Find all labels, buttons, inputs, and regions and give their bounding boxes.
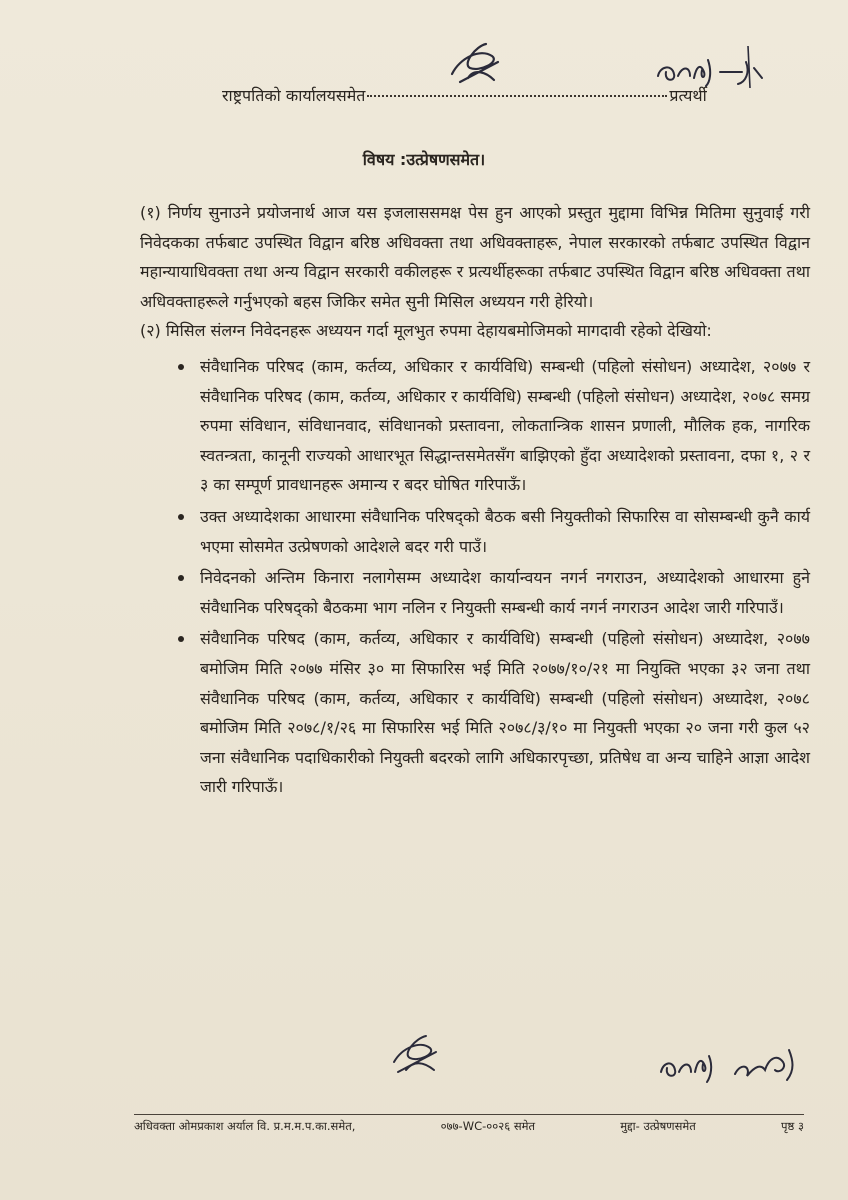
header-line (222, 84, 782, 106)
footer-case-type: मुद्दा- उत्प्रेषणसमेत (620, 1119, 696, 1133)
demand-list (170, 352, 810, 802)
paragraph-number: (२) (140, 321, 161, 341)
paragraph-1 (140, 198, 810, 316)
subject-heading: विषय :उत्प्रेषणसमेत। (362, 150, 486, 169)
signature-bottom-left (384, 1030, 444, 1076)
list-item: संवैधानिक परिषद (काम, कर्तव्य, अधिकार र कार्यविधि) सम्बन्धी (पहिलो संसोधन) अध्यादेश, २०७७ बमोजिम मिति २०७७ मंसिर ३० मा सिफारिस भई मिति २०७७/१०/२१ मा नियुक्ति भएका ३२ जना तथा संवैधानिक परिषद (काम, कर्तव्य, अधिकार र कार्यविधि) सम्बन्धी (पहिलो संसोधन) अध्यादेश, २०७८ बमोजिम मिति २०७८/१/२६ मा सिफारिस भई मिति २०७८/३/१० मा नियुक्ती भएका २० जना गरी कुल ५२ जना संवैधानिक पदाधिकारीको नियुक्ती बदरको लागि अधिकारपृच्छा, प्रतिषेध वा अन्य चाहिने आज्ञा आदेश जारी गरिपाऊँ। (170, 624, 810, 802)
paragraph-text: मिसिल संलग्न निवेदनहरू अध्ययन गर्दा मूलभुत रुपमा देहायबमोजिमको मागदावी रहेको देखियो: (165, 321, 712, 341)
signature-bottom-right (655, 1036, 805, 1092)
list-item: उक्त अध्यादेशका आधारमा संवैधानिक परिषद्को बैठक बसी नियुक्तीको सिफारिस वा सोसम्बन्धी कुनै कार्य भएमा सोसमेत उत्प्रेषणको आदेशले बदर गरी पाउँ। (170, 502, 810, 561)
paragraph-text: निर्णय सुनाउने प्रयोजनार्थ आज यस इजलाससमक्ष पेस हुन आएको प्रस्तुत मुद्दामा विभिन्न मितिमा सुनुवाई गरी निवेदकका तर्फबाट उपस्थित विद्वान बरिष्ठ अधिवक्ता तथा अधिवक्ताहरू, नेपाल सरकारको तर्फबाट उपस्थित विद्वान महान्यायाधिवक्ता तथा अन्य विद्वान सरकारी वकीलहरू र प्रत्यर्थीहरूका तर्फबाट उपस्थित विद्वान बरिष्ठ अधिवक्ता तथा अधिवक्ताहरूले गर्नुभएको बहस जिकिर समेत सुनी मिसिल अध्ययन गरी हेरियो। (140, 203, 810, 311)
header-right-text: प्रत्यर्थी (669, 86, 707, 105)
dotted-leader (367, 95, 667, 97)
paragraph-number: (१) (140, 203, 161, 222)
footer-case-number: ०७७-WC-००२६ समेत (440, 1119, 536, 1133)
list-item: निवेदनको अन्तिम किनारा नलागेसम्म अध्यादेश कार्यान्वयन नगर्न नगराउन, अध्यादेशको आधारमा हुने संवैधानिक परिषद्को बैठकमा भाग नलिन र नियुक्ती सम्बन्धी कार्य नगर्न नगराउन आदेश जारी गरिपाउँ। (170, 563, 810, 622)
header-left-text: राष्ट्रपतिको कार्यालयसमेत (222, 86, 366, 105)
list-item: संवैधानिक परिषद (काम, कर्तव्य, अधिकार र कार्यविधि) सम्बन्धी (पहिलो संसोधन) अध्यादेश, २०७७ र संवैधानिक परिषद (काम, कर्तव्य, अधिकार र कार्यविधि) सम्बन्धी (पहिलो संसोधन) अध्यादेश, २०७८ समग्र रुपमा संविधान, संविधानवाद, संविधानको प्रस्तावना, लोकतान्त्रिक शासन प्रणाली, मौलिक हक, नागरिक स्वतन्त्रता, कानूनी राज्यको आधारभूत सिद्धान्तसमेतसँग बाझिएको हुँदा अध्यादेशको प्रस्तावना, दफा १, २ र ३ का सम्पूर्ण प्रावधानहरू अमान्य र बदर घोषित गरिपाऊँ। (170, 352, 810, 500)
paragraph-2 (140, 316, 810, 346)
footer-page-number: पृष्ठ ३ (781, 1119, 804, 1133)
signature-top-left (440, 38, 510, 88)
page-footer (134, 1114, 804, 1134)
document-body (140, 198, 810, 804)
footer-counsel: अधिवक्ता ओमप्रकाश अर्याल वि. प्र.म.म.प.का.समेत, (134, 1119, 356, 1133)
